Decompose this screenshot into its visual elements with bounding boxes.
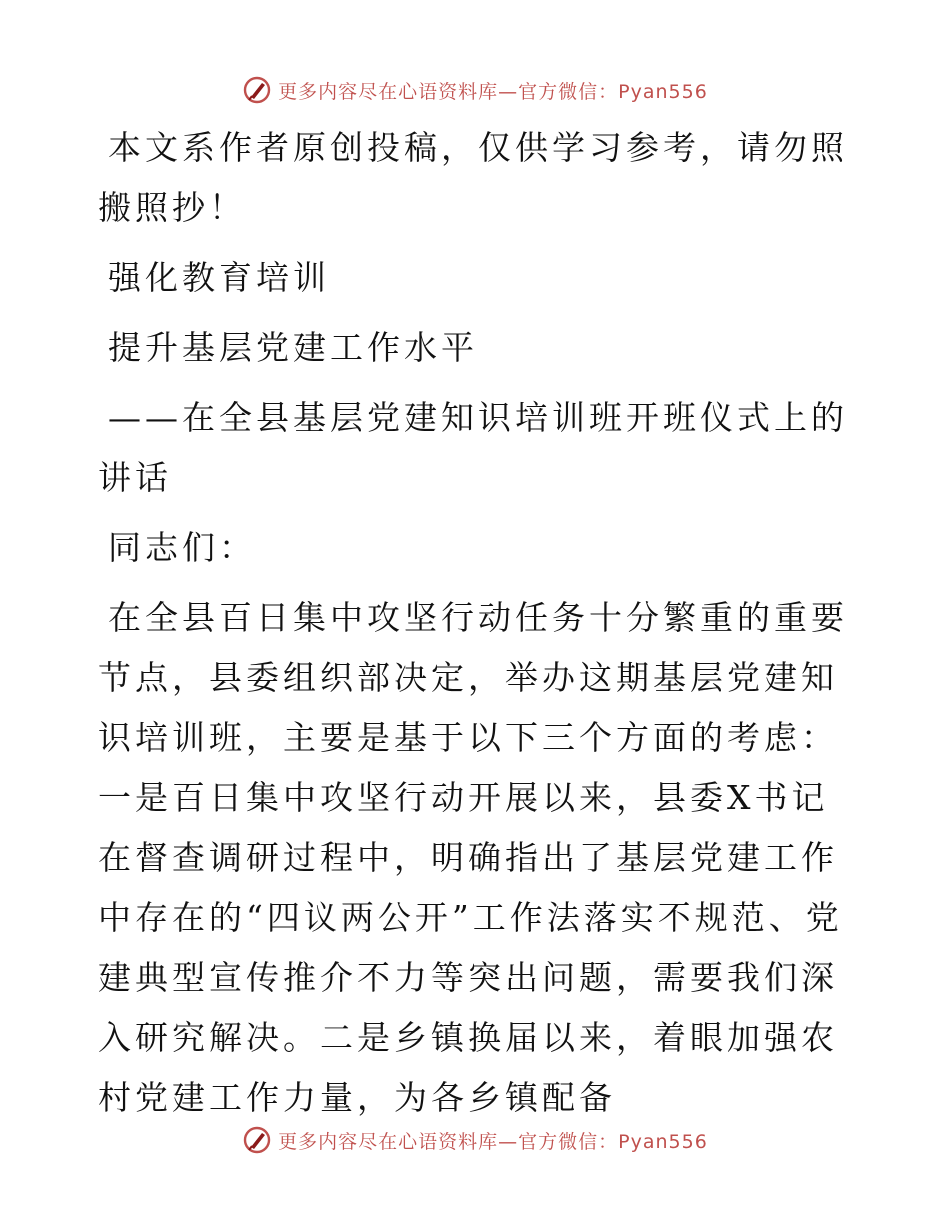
watermark-footer	[0, 1122, 950, 1158]
salutation: 同志们：	[108, 528, 256, 567]
quill-pen-logo-icon	[242, 1125, 272, 1155]
watermark-header	[0, 72, 950, 108]
copyright-notice: 本文系作者原创投稿，仅供学习参考，请勿照搬照抄！	[98, 128, 848, 227]
quill-pen-logo-icon	[242, 75, 272, 105]
title-line-2: 提升基层党建工作水平	[108, 328, 478, 367]
watermark-text: 更多内容尽在心语资料库—官方微信：Pyan556	[278, 80, 708, 103]
title-line-1: 强化教育培训	[108, 258, 330, 297]
speech-subtitle: ——在全县基层党建知识培训班开班仪式上的讲话	[98, 398, 848, 497]
watermark-text: 更多内容尽在心语资料库—官方微信：Pyan556	[278, 1130, 708, 1153]
body-paragraph: 在全县百日集中攻坚行动任务十分繁重的重要节点，县委组织部决定，举办这期基层党建知识培训班，主要是基于以下三个方面的考虑：一是百日集中攻坚行动开展以来，县委X书记在督查调研过程中，明确指出了基层党建工作中存在的“四议两公开”工作法落实不规范、党建典型宣传推介不力等突出问题，需要我们深入研究解决。二是乡镇换届以来，着眼加强农村党建工作力量，为各乡镇配备	[98, 598, 848, 1117]
document-body	[98, 118, 850, 1128]
